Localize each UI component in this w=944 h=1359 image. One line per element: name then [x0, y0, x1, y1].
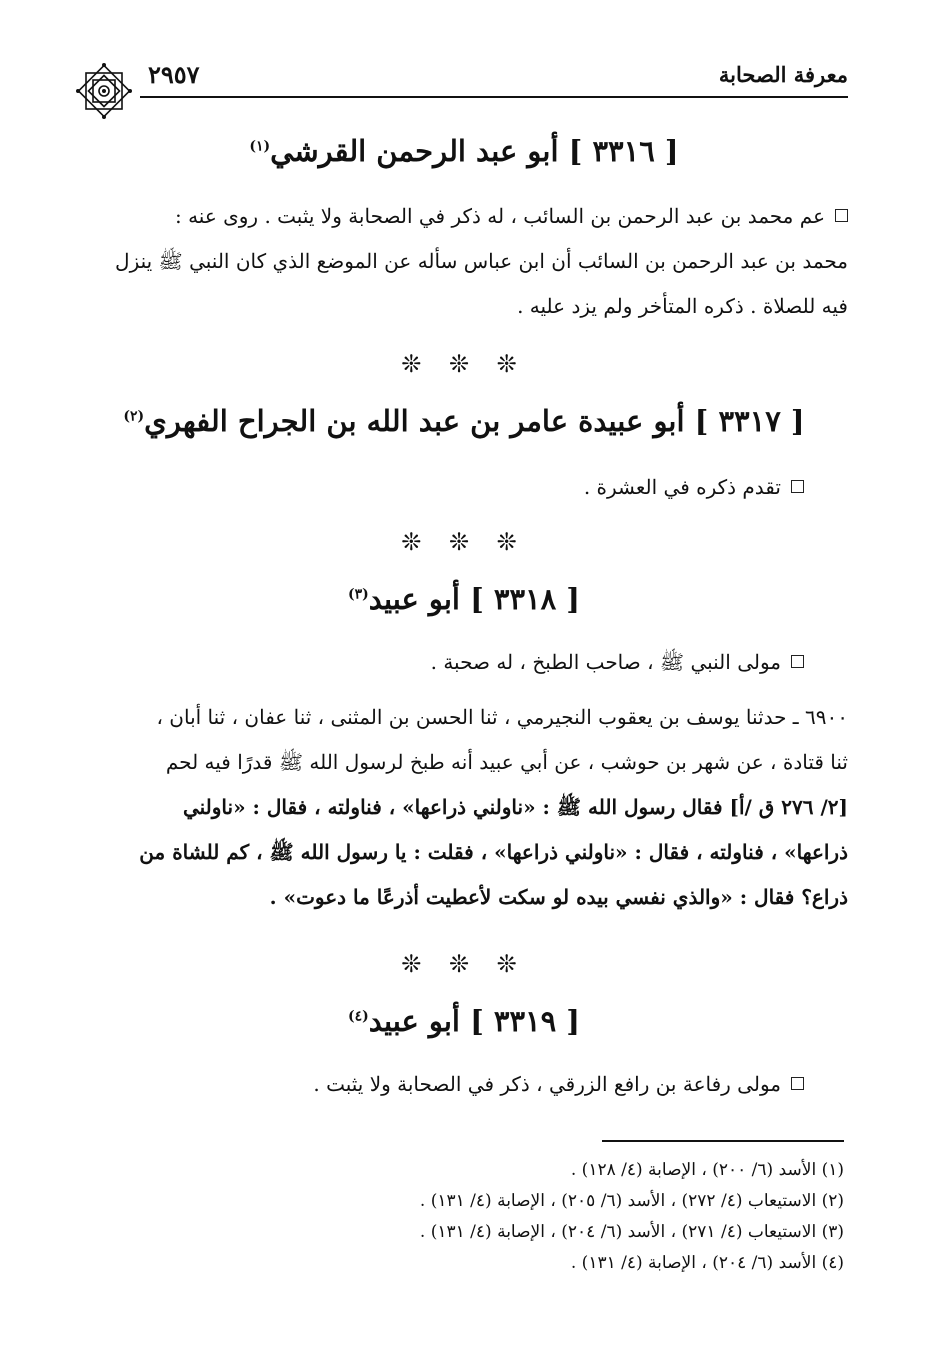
line-text: مولى النبي ﷺ ، صاحب الطبخ ، له صحبة .	[430, 650, 781, 674]
line-text: فيه للصلاة . ذكره المتأخر ولم يزد عليه .	[517, 294, 848, 318]
entry-3317	[80, 404, 848, 438]
text-line	[80, 785, 848, 830]
line-text: ذراع؟ فقال : «والذي نفسي بيده لو سكت لأعطيت أذرعًا ما دعوت» .	[269, 885, 848, 909]
hadith-6900	[80, 695, 848, 920]
footnote: (٤) الأسد (٦/ ٢٠٤) ، الإصابة (٤/ ١٣١) .	[570, 1253, 844, 1273]
entry-3316-text	[80, 194, 848, 329]
entry-heading	[80, 134, 848, 168]
section-separator: ❊ ❊ ❊	[401, 950, 527, 978]
entry-title: [ ٣٣١٩ ] أبو عبيد	[368, 1004, 581, 1038]
footnote-ref: (٤)	[347, 1008, 369, 1025]
footnotes	[200, 1155, 844, 1279]
entry-3318	[80, 582, 848, 616]
line-text: تقدم ذكره في العشرة .	[583, 475, 781, 499]
line-text: ٦٩٠٠ ـ حدثنا يوسف بن يعقوب النجيرمي ، ثنا الحسن بن المثنى ، ثنا عفان ، ثنا أبان ،	[156, 705, 848, 729]
page-header	[78, 58, 848, 98]
footnote-ref: (٣)	[347, 586, 369, 603]
header-rule	[140, 96, 848, 98]
text-line	[80, 875, 848, 920]
square-bullet-icon	[791, 655, 804, 668]
section-separator: ❊ ❊ ❊	[401, 350, 527, 378]
footnote: (١) الأسد (٦/ ٢٠٠) ، الإصابة (٤/ ١٢٨) .	[570, 1160, 844, 1180]
entry-title: [ ٣٣١٨ ] أبو عبيد	[368, 582, 581, 616]
entry-3319-text	[80, 1062, 804, 1107]
entry-heading	[80, 1004, 848, 1038]
text-line	[80, 740, 848, 785]
footnote: (٢) الاستيعاب (٤/ ٢٧٢) ، الأسد (٦/ ٢٠٥) ، الإصابة (٤/ ١٣١) .	[419, 1191, 844, 1211]
page-number: ٢٩٥٧	[148, 60, 200, 89]
entry-heading	[80, 582, 848, 616]
square-bullet-icon	[791, 1077, 804, 1090]
text-line	[80, 239, 848, 284]
line-text: مولى رفاعة بن رافع الزرقي ، ذكر في الصحابة ولا يثبت .	[313, 1072, 781, 1096]
square-bullet-icon	[791, 480, 804, 493]
text-line	[80, 284, 848, 329]
entry-title: [ ٣٣١٧ ] أبو عبيدة عامر بن عبد الله بن الجراح الفهري	[144, 404, 805, 438]
line-text: عم محمد بن عبد الرحمن بن السائب ، له ذكر في الصحابة ولا يثبت . روى عنه :	[174, 204, 825, 228]
text-line	[80, 194, 848, 239]
text-line	[80, 830, 848, 875]
entry-3319	[80, 1004, 848, 1038]
footnote-ref: (٢)	[123, 408, 145, 425]
entry-3318-text	[80, 640, 804, 685]
text-line	[80, 465, 804, 510]
footnote-ref: (١)	[249, 138, 271, 155]
entry-heading	[80, 404, 848, 438]
line-text: ثنا قتادة ، عن شهر بن حوشب ، عن أبي عبيد أنه طبخ لرسول الله ﷺ قدرًا فيه لحم	[165, 750, 848, 774]
eight-point-star-ornament-icon	[75, 62, 133, 120]
section-separator: ❊ ❊ ❊	[401, 528, 527, 556]
running-title: معرفة الصحابة	[718, 62, 848, 87]
entry-title: [ ٣٣١٦ ] أبو عبد الرحمن القرشي	[270, 134, 679, 168]
text-line	[80, 1062, 804, 1107]
text-line	[80, 640, 804, 685]
entry-3316	[80, 134, 848, 168]
line-text: [٢/ ٢٧٦ ق /أ] فقال رسول الله ﷺ : «ناولني ذراعها» ، فناولته ، فقال : «ناولني	[182, 795, 848, 819]
entry-3317-text	[80, 465, 804, 510]
line-text: ذراعها» ، فناولته ، فقال : «ناولني ذراعها» ، فقلت : يا رسول الله ﷺ ، كم للشاة من	[139, 840, 848, 864]
line-text: محمد بن عبد الرحمن بن السائب أن ابن عباس سأله عن الموضع الذي كان النبي ﷺ ينزل	[115, 249, 848, 273]
text-line	[80, 695, 848, 740]
square-bullet-icon	[835, 209, 848, 222]
footnote: (٣) الاستيعاب (٤/ ٢٧١) ، الأسد (٦/ ٢٠٤) ، الإصابة (٤/ ١٣١) .	[419, 1222, 844, 1242]
footnote-rule	[602, 1140, 844, 1142]
